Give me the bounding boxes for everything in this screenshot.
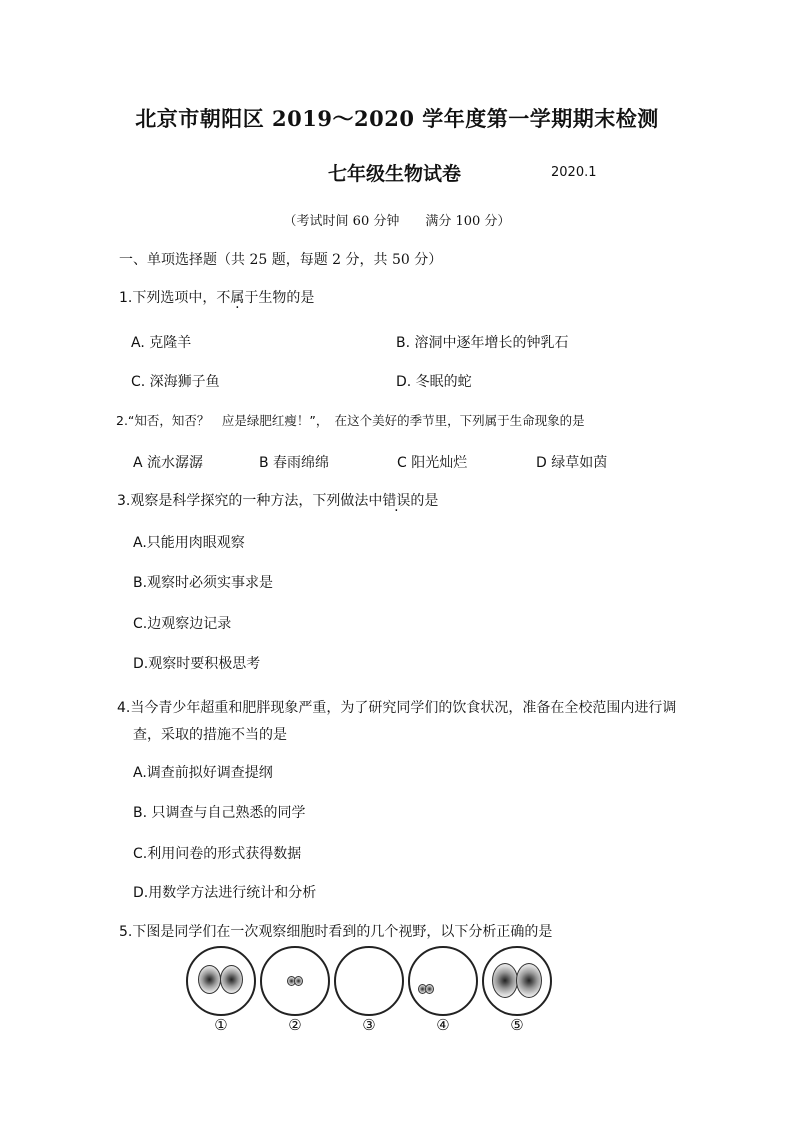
question-4-option-c: C.利用问卷的形式获得数据 bbox=[133, 846, 302, 862]
microscope-views-figure bbox=[186, 946, 556, 1036]
question-3-option-a: A.只能用肉眼观察 bbox=[133, 535, 245, 551]
question-2-option-c: C 阳光灿烂 bbox=[397, 455, 468, 471]
question-4-stem-line-1: 4.当今青少年超重和肥胖现象严重，为了研究同学们的饮食状况，准备在全校范围内进行调 bbox=[117, 700, 677, 716]
emphasis-text: 不属于 bbox=[216, 290, 259, 306]
question-4-option-b: B. 只调查与自己熟悉的同学 bbox=[133, 805, 306, 821]
question-3-option-b: B.观察时必须实事求是 bbox=[133, 575, 274, 591]
view-label: ① bbox=[214, 1016, 228, 1034]
question-2-option-d: D 绿草如茵 bbox=[536, 455, 608, 471]
microscope-view-4 bbox=[408, 946, 478, 1036]
view-label: ② bbox=[288, 1016, 302, 1034]
cell-image bbox=[220, 965, 243, 994]
microscope-view-2 bbox=[260, 946, 330, 1036]
exam-subtitle: 七年级生物试卷 bbox=[328, 163, 462, 185]
question-2-stem: 2.“知否，知否？ 应是绿肥红瘦！”， 在这个美好的季节里，下列属于生命现象的是 bbox=[116, 413, 585, 428]
question-2-option-b: B 春雨绵绵 bbox=[259, 455, 330, 471]
microscope-view-1 bbox=[186, 946, 256, 1036]
exam-info: （考试时间 60 分钟 满分 100 分） bbox=[283, 214, 511, 229]
view-label: ③ bbox=[362, 1016, 376, 1034]
question-5-stem: 5.下图是同学们在一次观察细胞时看到的几个视野，以下分析正确的是 bbox=[119, 924, 553, 940]
exam-date: 2020.1 bbox=[551, 165, 597, 180]
question-3-stem: 3.观察是科学探究的一种方法，下列做法中错误的是 bbox=[117, 490, 438, 510]
emphasis-text: 错误 bbox=[382, 493, 411, 509]
question-2-option-a: A 流水潺潺 bbox=[133, 455, 204, 471]
cell-image bbox=[198, 965, 221, 994]
question-3-option-d: D.观察时要积极思考 bbox=[133, 656, 261, 672]
cell-image bbox=[294, 976, 303, 986]
question-4-stem-line-2: 查，采取的措施不当的是 bbox=[133, 727, 287, 743]
view-label: ⑤ bbox=[510, 1016, 524, 1034]
view-label: ④ bbox=[436, 1016, 450, 1034]
question-1-option-a: A. 克隆羊 bbox=[131, 335, 192, 351]
microscope-view-5 bbox=[482, 946, 552, 1036]
question-1-option-d: D. 冬眠的蛇 bbox=[396, 374, 472, 390]
exam-title: 北京市朝阳区 2019～2020 学年度第一学期期末检测 bbox=[135, 106, 659, 131]
question-1-option-c: C. 深海狮子鱼 bbox=[131, 374, 220, 390]
question-1-stem: 1.下列选项中，不属于生物的是 bbox=[119, 287, 314, 307]
cell-image bbox=[516, 963, 542, 998]
question-1-option-b: B. 溶洞中逐年增长的钟乳石 bbox=[396, 335, 569, 351]
question-3-option-c: C.边观察边记录 bbox=[133, 616, 232, 632]
cell-image bbox=[425, 984, 434, 994]
question-4-option-a: A.调查前拟好调查提纲 bbox=[133, 765, 273, 781]
section-heading: 一、单项选择题（共 25 题，每题 2 分，共 50 分） bbox=[119, 252, 443, 268]
question-4-option-d: D.用数学方法进行统计和分析 bbox=[133, 885, 317, 901]
cell-image bbox=[492, 963, 518, 998]
microscope-view-3 bbox=[334, 946, 404, 1036]
